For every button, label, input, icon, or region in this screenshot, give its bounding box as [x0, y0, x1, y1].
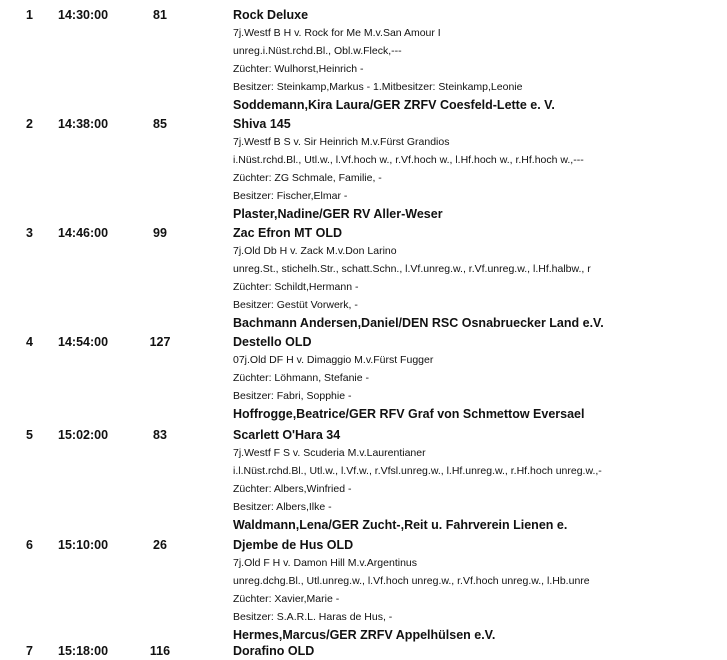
entry-details: [233, 642, 723, 660]
markings-line: i.l.Nüst.rchd.Bl., Utl.w., l.Vf.w., r.Vfsl.unreg.w., l.Hf.unreg.w., r.Hf.hoch unreg.w.,-: [233, 465, 602, 477]
breeder-line: Züchter: Löhmann, Stefanie -: [233, 372, 369, 384]
horse-pedigree: 7j.Westf B H v. Rock for Me M.v.San Amour I: [233, 27, 441, 39]
rider-club: Plaster,Nadine/GER RV Aller-Weser: [233, 207, 443, 221]
start-time: 14:30:00: [58, 8, 109, 22]
horse-name: Djembe de Hus OLD: [233, 538, 354, 552]
head-number: 116: [149, 644, 171, 658]
start-number: 1: [26, 8, 33, 22]
start-time: 14:54:00: [58, 335, 109, 349]
start-time: 15:02:00: [58, 428, 109, 442]
owner-line: Besitzer: Fabri, Sopphie -: [233, 390, 352, 402]
horse-name: Destello OLD: [233, 335, 312, 349]
owner-line: Besitzer: Steinkamp,Markus - 1.Mitbesitzer: Steinkamp,Leonie: [233, 81, 523, 93]
horse-pedigree: 7j.Old F H v. Damon Hill M.v.Argentinus: [233, 557, 417, 569]
breeder-line: Züchter: Xavier,Marie -: [233, 593, 340, 605]
horse-pedigree: 7j.Old Db H v. Zack M.v.Don Larino: [233, 245, 397, 257]
markings-line: unreg.dchg.Bl., Utl.unreg.w., l.Vf.hoch unreg.w., r.Vf.hoch unreg.w., l.Hb.unre: [233, 575, 590, 587]
horse-name: Dorafino OLD: [233, 644, 315, 658]
start-number: 7: [26, 644, 33, 658]
head-number: 127: [149, 335, 171, 349]
entry-details: [233, 115, 723, 223]
breeder-line: Züchter: Albers,Winfried -: [233, 483, 352, 495]
horse-pedigree: 7j.Westf F S v. Scuderia M.v.Laurentianer: [233, 447, 426, 459]
entry-details: [233, 224, 723, 332]
start-time: 15:18:00: [58, 644, 109, 658]
horse-name: Scarlett O'Hara 34: [233, 428, 341, 442]
horse-pedigree: 7j.Westf B S v. Sir Heinrich M.v.Fürst Grandios: [233, 136, 450, 148]
entry-details: [233, 536, 723, 644]
owner-line: Besitzer: S.A.R.L. Haras de Hus, -: [233, 611, 393, 623]
head-number: 81: [153, 8, 167, 22]
breeder-line: Züchter: Schildt,Hermann -: [233, 281, 359, 293]
horse-name: Rock Deluxe: [233, 8, 309, 22]
entry-details: [233, 426, 723, 534]
breeder-line: Züchter: ZG Schmale, Familie, -: [233, 172, 382, 184]
start-number: 3: [26, 226, 33, 240]
markings-line: unreg.St., stichelh.Str., schatt.Schn., l.Vf.unreg.w., r.Vf.unreg.w., l.Hf.halbw., r: [233, 263, 591, 275]
rider-club: Bachmann Andersen,Daniel/DEN RSC Osnabruecker Land e.V.: [233, 316, 604, 330]
rider-club: Hermes,Marcus/GER ZRFV Appelhülsen e.V.: [233, 628, 496, 642]
head-number: 26: [153, 538, 167, 552]
start-time: 15:10:00: [58, 538, 109, 552]
horse-pedigree: 07j.Old DF H v. Dimaggio M.v.Fürst Fugger: [233, 354, 434, 366]
owner-line: Besitzer: Gestüt Vorwerk, -: [233, 299, 358, 311]
entry-details: [233, 333, 723, 423]
owner-line: Besitzer: Albers,Ilke -: [233, 501, 332, 513]
breeder-line: Züchter: Wulhorst,Heinrich -: [233, 63, 364, 75]
rider-club: Hoffrogge,Beatrice/GER RFV Graf von Schmettow Eversael: [233, 407, 585, 421]
start-number: 4: [26, 335, 33, 349]
horse-name: Shiva 145: [233, 117, 291, 131]
rider-club: Soddemann,Kira Laura/GER ZRFV Coesfeld-Lette e. V.: [233, 98, 555, 112]
start-number: 5: [26, 428, 33, 442]
entry-details: [233, 6, 723, 114]
markings-line: unreg.i.Nüst.rchd.Bl., Obl.w.Fleck,---: [233, 45, 402, 57]
owner-line: Besitzer: Fischer,Elmar -: [233, 190, 348, 202]
horse-name: Zac Efron MT OLD: [233, 226, 343, 240]
start-time: 14:46:00: [58, 226, 109, 240]
start-time: 14:38:00: [58, 117, 109, 131]
rider-club: Waldmann,Lena/GER Zucht-,Reit u. Fahrverein Lienen e.: [233, 518, 568, 532]
markings-line: i.Nüst.rchd.Bl., Utl.w., l.Vf.hoch w., r.Vf.hoch w., l.Hf.hoch w., r.Hf.hoch w.,---: [233, 154, 584, 166]
start-number: 2: [26, 117, 33, 131]
head-number: 99: [153, 226, 167, 240]
head-number: 85: [153, 117, 167, 131]
start-number: 6: [26, 538, 33, 552]
head-number: 83: [153, 428, 167, 442]
